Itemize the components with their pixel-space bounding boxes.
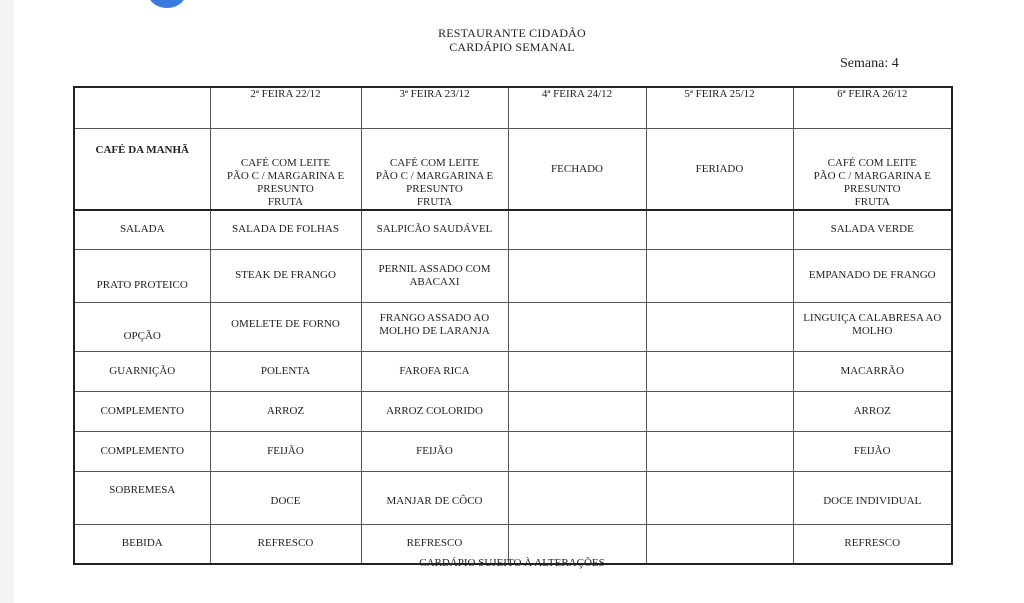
menu-cell: FEIJÃO xyxy=(361,431,508,471)
menu-cell: POLENTA xyxy=(210,351,361,391)
header-cell-monday: 2ª FEIRA 22/12 xyxy=(210,87,361,129)
menu-cell: STEAK DE FRANGO xyxy=(210,249,361,302)
table-row xyxy=(74,471,952,524)
menu-cell: MACARRÃO xyxy=(793,351,952,391)
header-cell-thursday: 5ª FEIRA 25/12 xyxy=(646,87,793,129)
menu-cell: REFRESCO xyxy=(210,524,361,564)
table-header-row xyxy=(74,87,952,129)
row-label: CAFÉ DA MANHÃ xyxy=(74,129,210,211)
menu-cell: ARROZ xyxy=(793,391,952,431)
header-cell-friday: 6ª FEIRA 26/12 xyxy=(793,87,952,129)
cell-line: PÃO C / MARGARINA E xyxy=(375,170,494,182)
menu-cell xyxy=(646,471,793,524)
table-row xyxy=(74,302,952,351)
menu-cell: MANJAR DE CÔCO xyxy=(361,471,508,524)
menu-cell: LINGUIÇA CALABRESA AO MOLHO xyxy=(793,302,952,351)
menu-cell: PERNIL ASSADO COM ABACAXI xyxy=(361,249,508,302)
cell-line: PRESUNTO xyxy=(257,183,314,195)
menu-cell: SALPICÃO SAUDÁVEL xyxy=(361,210,508,249)
weekly-menu-table xyxy=(73,86,953,565)
menu-title: CARDÁPIO SEMANAL xyxy=(449,40,575,54)
breakfast-cell xyxy=(361,129,508,211)
header-cell-wednesday: 4ª FEIRA 24/12 xyxy=(508,87,646,129)
menu-cell xyxy=(646,210,793,249)
cell-line: PÃO C / MARGARINA E xyxy=(813,170,931,182)
table-row xyxy=(74,210,952,249)
document-header xyxy=(0,26,1024,54)
row-label: COMPLEMENTO xyxy=(74,391,210,431)
menu-cell xyxy=(646,431,793,471)
menu-cell: OMELETE DE FORNO xyxy=(210,302,361,351)
menu-cell: REFRESCO xyxy=(361,524,508,564)
breakfast-cell xyxy=(793,129,952,211)
menu-cell xyxy=(646,351,793,391)
menu-cell: DOCE xyxy=(210,471,361,524)
header-cell-tuesday: 3ª FEIRA 23/12 xyxy=(361,87,508,129)
menu-cell: FAROFA RICA xyxy=(361,351,508,391)
restaurant-name: RESTAURANTE CIDADÃO xyxy=(438,26,586,40)
row-label: PRATO PROTEICO xyxy=(74,249,210,302)
menu-cell: DOCE INDIVIDUAL xyxy=(793,471,952,524)
cell-line: FRUTA xyxy=(416,196,453,208)
week-label: Semana: 4 xyxy=(840,56,899,71)
menu-cell: FEIJÃO xyxy=(210,431,361,471)
table-row xyxy=(74,431,952,471)
menu-cell: EMPANADO DE FRANGO xyxy=(793,249,952,302)
breakfast-cell xyxy=(210,129,361,211)
cell-line: CAFÉ COM LEITE xyxy=(389,157,480,169)
menu-cell xyxy=(646,302,793,351)
menu-cell: REFRESCO xyxy=(793,524,952,564)
row-label: BEBIDA xyxy=(74,524,210,564)
breakfast-row xyxy=(74,129,952,211)
cell-line: PRESUNTO xyxy=(406,183,463,195)
cell-line: CAFÉ COM LEITE xyxy=(827,157,917,169)
disclaimer-footer: CARDÁPIO SUJEITO À ALTERAÇÕES xyxy=(419,557,605,569)
menu-cell: SALADA VERDE xyxy=(793,210,952,249)
row-label: SALADA xyxy=(74,210,210,249)
cell-line: FRUTA xyxy=(267,196,304,208)
menu-cell xyxy=(508,471,646,524)
menu-cell: SALADA DE FOLHAS xyxy=(210,210,361,249)
menu-cell xyxy=(508,431,646,471)
row-label: SOBREMESA xyxy=(74,471,210,524)
row-label: OPÇÃO xyxy=(74,302,210,351)
breakfast-cell-holiday: FERIADO xyxy=(646,129,793,211)
table-row xyxy=(74,249,952,302)
cell-line: FRUTA xyxy=(854,196,890,208)
menu-cell: ARROZ COLORIDO xyxy=(361,391,508,431)
menu-cell xyxy=(508,210,646,249)
menu-cell xyxy=(646,391,793,431)
menu-cell xyxy=(508,391,646,431)
cell-line: PRESUNTO xyxy=(843,183,901,195)
header-cell-corner xyxy=(74,87,210,129)
menu-cell xyxy=(508,249,646,302)
menu-cell xyxy=(646,249,793,302)
menu-cell: FEIJÃO xyxy=(793,431,952,471)
menu-cell: FRANGO ASSADO AO MOLHO DE LARANJA xyxy=(361,302,508,351)
breakfast-cell-closed: FECHADO xyxy=(508,129,646,211)
cell-line: PÃO C / MARGARINA E xyxy=(226,170,345,182)
menu-cell xyxy=(508,351,646,391)
row-label: COMPLEMENTO xyxy=(74,431,210,471)
table-row xyxy=(74,391,952,431)
row-label: GUARNIÇÃO xyxy=(74,351,210,391)
menu-cell xyxy=(508,302,646,351)
menu-cell: ARROZ xyxy=(210,391,361,431)
table-row xyxy=(74,351,952,391)
cell-line: CAFÉ COM LEITE xyxy=(240,157,331,169)
